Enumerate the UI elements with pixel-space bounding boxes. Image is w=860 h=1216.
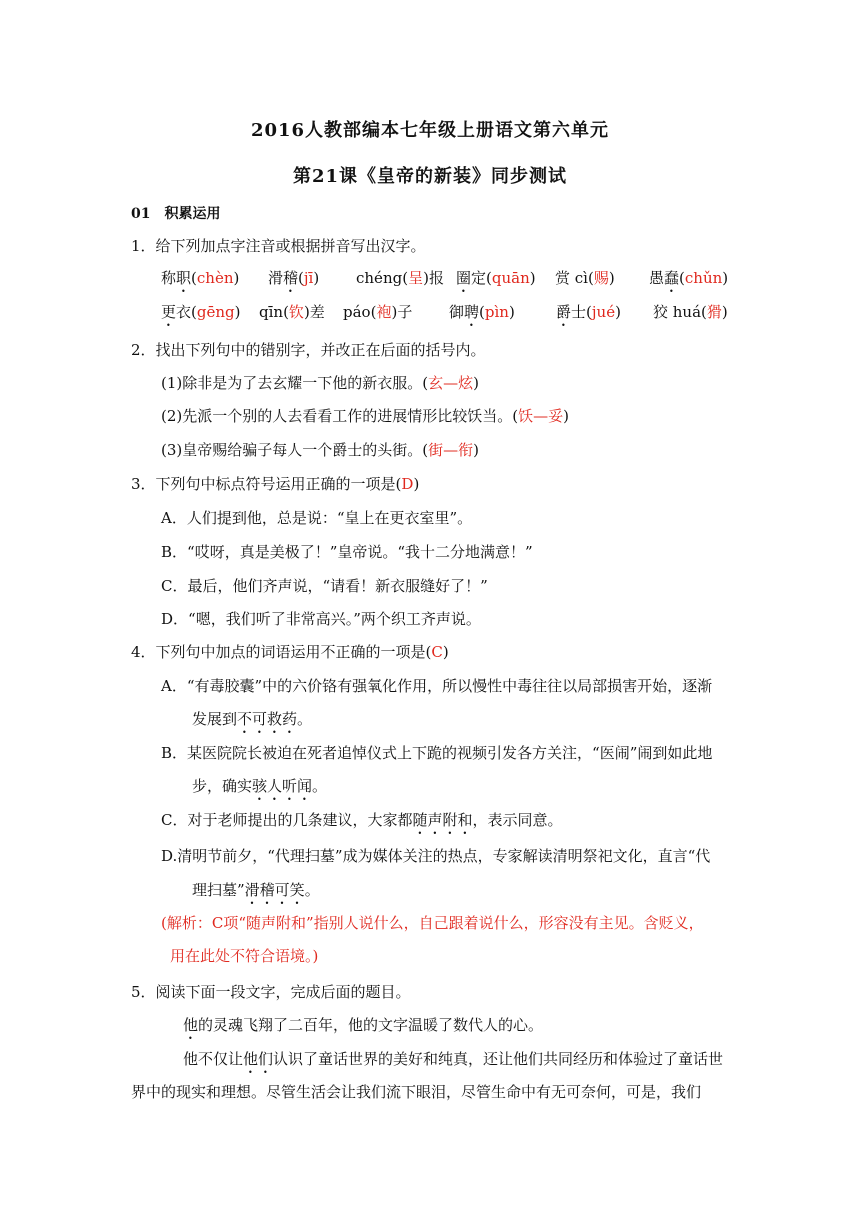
section-number: 01 (131, 206, 151, 222)
document-title: 2016人教部编本七年级上册语文第六单元 (250, 120, 610, 141)
pinyin-item: 赏 cì(赐) (555, 269, 615, 287)
passage-line: 他不仅让他们认识了童话世界的美好和纯真，还让他们共同经历和体验过了童话世 (183, 1050, 724, 1068)
question-3-stem: 3．下列句中标点符号运用正确的一项是(D) (131, 475, 420, 493)
answer: gēng (196, 303, 235, 321)
answer: 猾 (706, 303, 722, 321)
option-a: A．“有毒胶囊”中的六价铬有强氧化作用，所以慢性中毒往往以局部损害开始，逐渐 (161, 677, 713, 695)
option-d: D．“嗯，我们听了非常高兴。”两个织工齐声说。 (161, 610, 481, 628)
answer: chèn (196, 269, 234, 287)
analysis-line-2: 用在此处不符合语境。) (170, 947, 319, 965)
pinyin-item: chéng(呈)报 (356, 269, 444, 287)
option-d-cont: 理扫墓”滑稽可笑。 (192, 881, 320, 899)
option-d: D.清明节前夕，“代理扫墓”成为媒体关注的热点，专家解读清明祭祀文化，直言“代 (161, 847, 711, 865)
option-a-cont: 发展到不可救药。 (192, 710, 313, 728)
answer: C (431, 643, 443, 661)
answer: jī (303, 269, 314, 287)
pinyin-item: 爵士(jué) (556, 303, 621, 321)
dotted-phrase: 滑稽可笑 (244, 881, 305, 899)
dotted-char: 圈 (456, 269, 472, 287)
answer: quān (491, 269, 530, 287)
dotted-char: 职 (176, 269, 192, 287)
answer: 袍 (376, 303, 392, 321)
dotted-phrase: 骇人听闻 (252, 777, 313, 795)
pinyin-item: 愚蠢(chǔn) (649, 269, 729, 287)
dotted-char: 爵 (556, 303, 572, 321)
dotted-char: 蠢 (664, 269, 680, 287)
dotted-char: 稽 (283, 269, 299, 287)
pinyin-item: 狡 huá(猾) (653, 303, 728, 321)
answer: pìn (484, 303, 509, 321)
answer: 呈 (408, 269, 424, 287)
answer: 钦 (288, 303, 304, 321)
question-1-stem: 1．给下列加点字注音或根据拼音写出汉字。 (131, 237, 426, 255)
answer: chǔn (684, 269, 723, 287)
pinyin-item: 滑稽(jī) (268, 269, 320, 287)
option-c: C．最后，他们齐声说，“请看！新衣服缝好了！” (161, 577, 488, 595)
option-b-cont: 步，确实骇人听闻。 (192, 777, 328, 795)
q2-item: (2)先派一个别的人去看看工作的进展情形比较饫当。(饫—妥) (161, 407, 569, 425)
dotted-char: 更 (161, 303, 177, 321)
lesson-title: 第21课《皇帝的新装》同步测试 (292, 166, 568, 187)
dotted-char: 聘 (464, 303, 480, 321)
option-c: C．对于老师提出的几条建议，大家都随声附和，表示同意。 (161, 811, 563, 829)
pinyin-item: 更衣(gēng) (161, 303, 241, 321)
dotted-phrase: 随声附和 (412, 811, 473, 829)
answer: D (401, 475, 414, 493)
pinyin-item: páo(袍)子 (343, 303, 413, 321)
pinyin-item: qīn(钦)差 (259, 303, 325, 321)
q2-item: (1)除非是为了去玄耀一下他的新衣服。(玄—炫) (161, 374, 479, 392)
answer: jué (591, 303, 616, 321)
dotted-char: 他 (183, 1016, 199, 1034)
section-label: 积累运用 (164, 206, 221, 222)
question-2-stem: 2．找出下列句中的错别字，并改正在后面的括号内。 (131, 341, 486, 359)
passage-line: 他的灵魂飞翔了二百年，他的文字温暖了数代人的心。 (183, 1016, 544, 1034)
answer: 赐 (593, 269, 609, 287)
pinyin-item: 称职(chèn) (161, 269, 240, 287)
passage-line: 界中的现实和理想。尽管生活会让我们流下眼泪，尽管生命中有无可奈何，可是，我们 (131, 1083, 702, 1101)
answer: 玄—炫 (428, 374, 474, 392)
pinyin-item: 圈定(quān) (456, 269, 536, 287)
pinyin-item: 御聘(pìn) (449, 303, 515, 321)
question-4-stem: 4．下列句中加点的词语运用不正确的一项是(C) (131, 643, 449, 661)
question-5-stem: 5．阅读下面一段文字，完成后面的题目。 (131, 983, 411, 1001)
dotted-phrase: 他们 (243, 1050, 274, 1068)
option-a: A．人们提到他，总是说：“皇上在更衣室里”。 (161, 509, 473, 527)
answer: 街—衔 (428, 441, 474, 459)
option-b: B．某医院院长被迫在死者追悼仪式上下跪的视频引发各方关注，“医闹”闹到如此地 (161, 744, 713, 762)
dotted-phrase: 不可救药 (237, 710, 298, 728)
section-heading (131, 204, 220, 224)
analysis-line-1: (解析：C项“随声附和”指别人说什么，自己跟着说什么，形容没有主见。含贬义， (161, 914, 704, 932)
q2-item: (3)皇帝赐给骗子每人一个爵士的头街。(街—衔) (161, 441, 479, 459)
option-b: B．“哎呀，真是美极了！”皇帝说。“我十二分地满意！” (161, 543, 533, 561)
answer: 饫—妥 (518, 407, 564, 425)
